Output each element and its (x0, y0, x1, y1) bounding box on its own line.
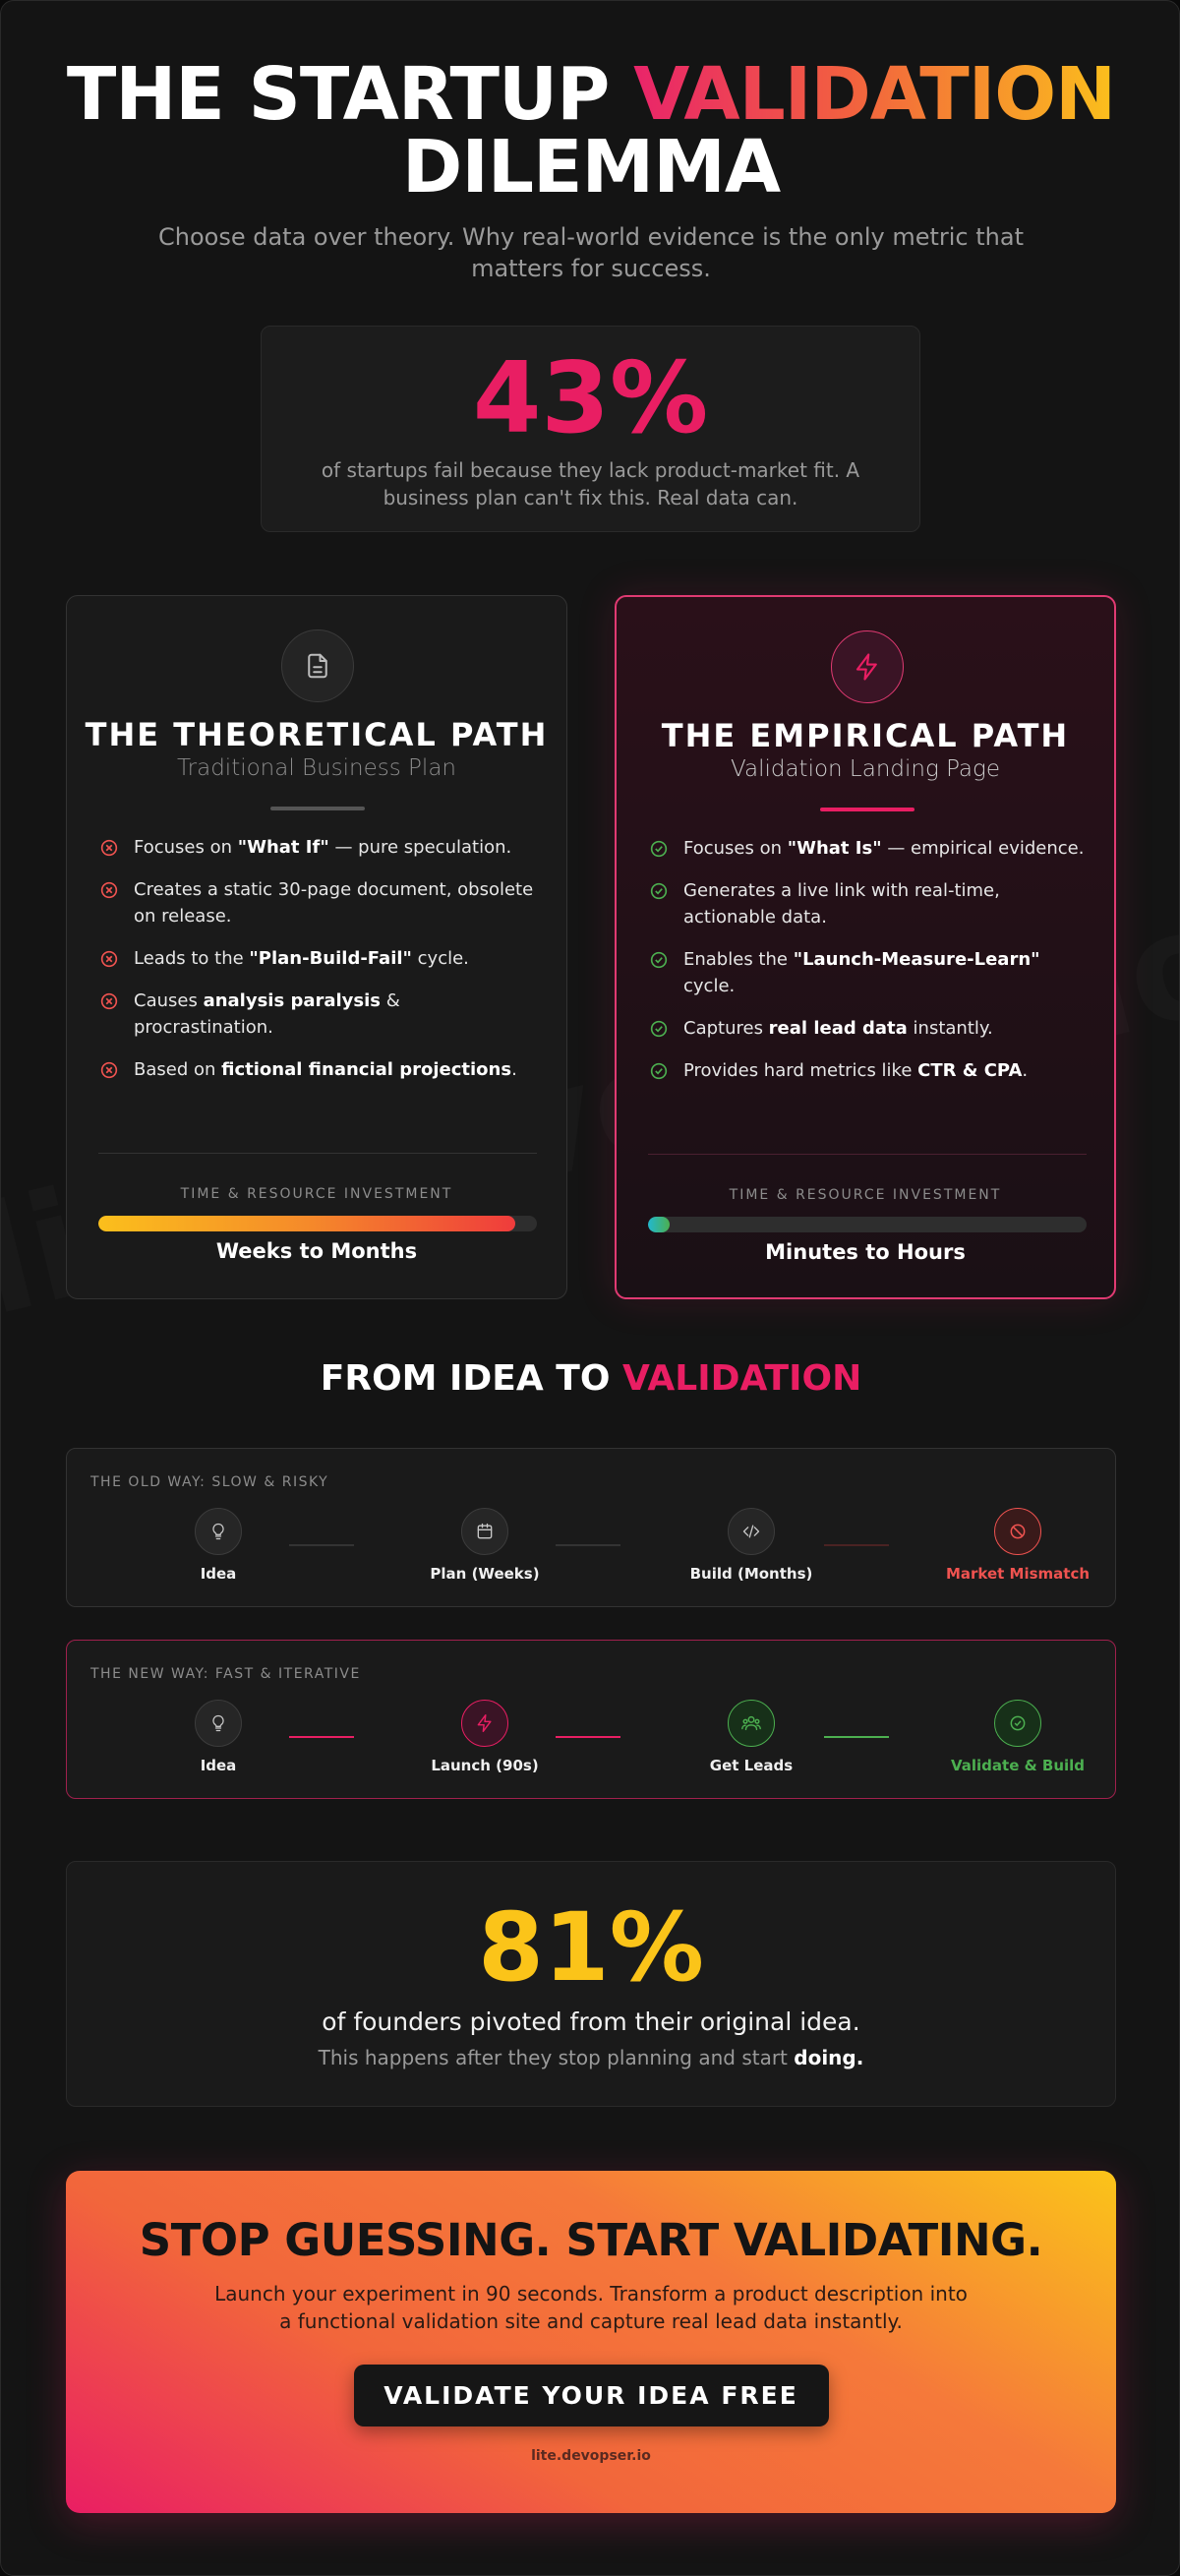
flow-label: THE NEW WAY: FAST & ITERATIVE (90, 1666, 361, 1682)
x-circle-icon (98, 990, 120, 1012)
step-label: Idea (200, 1565, 237, 1583)
empirical-title: THE EMPIRICAL PATH (661, 717, 1070, 754)
step-label: Market Mismatch (945, 1565, 1091, 1583)
validate-idea-button[interactable]: VALIDATE YOUR IDEA FREE (354, 2365, 829, 2426)
check-circle-icon (648, 949, 670, 971)
section-title: FROM IDEA TO VALIDATION (320, 1358, 862, 1399)
cta-text: Launch your experiment in 90 seconds. Transform a product description into a functional validation site and capture real lead data instantly. (214, 2282, 968, 2333)
theoretical-points (98, 834, 537, 1099)
lightbulb-icon (195, 1700, 242, 1747)
site-link[interactable]: lite.devopser.io (531, 2448, 651, 2464)
check-circle-icon (994, 1700, 1041, 1747)
document-icon (281, 629, 354, 702)
investment-bar (648, 1217, 1087, 1232)
pivot-stat-value: 81% (478, 1892, 704, 2003)
check-circle-icon (648, 880, 670, 902)
code-icon (728, 1508, 775, 1555)
cta-title: STOP GUESSING. START VALIDATING. (139, 2214, 1043, 2266)
empirical-subtitle: Validation Landing Page (731, 756, 1000, 782)
flow-connector (556, 1544, 620, 1546)
cta-banner (66, 2171, 1116, 2513)
check-circle-icon (648, 838, 670, 860)
title-part1: THE STARTUP (66, 52, 634, 137)
point-text: Focuses on "What If" — pure speculation. (134, 837, 512, 858)
divider (648, 1154, 1087, 1155)
title-part2: DILEMMA (401, 125, 781, 210)
investment-bar-fill (98, 1216, 515, 1231)
investment-bar (98, 1216, 537, 1231)
ban-icon (994, 1508, 1041, 1555)
step-label: Launch (90s) (431, 1757, 539, 1774)
failure-stat-box (261, 326, 920, 532)
point-text: Generates a live link with real-time, actionable data. (683, 880, 1000, 928)
point-text: Causes analysis paralysis & procrastination. (134, 990, 400, 1038)
list-item (648, 946, 1087, 999)
lightbulb-icon (195, 1508, 242, 1555)
flow-step-validate-build (910, 1700, 1126, 1774)
theoretical-subtitle: Traditional Business Plan (176, 755, 456, 781)
list-item (98, 876, 537, 929)
list-item (648, 835, 1087, 862)
flow-label: THE OLD WAY: SLOW & RISKY (90, 1474, 329, 1490)
x-circle-icon (98, 879, 120, 901)
point-text: Provides hard metrics like CTR & CPA. (683, 1060, 1029, 1081)
calendar-icon (461, 1508, 508, 1555)
lightning-icon (831, 630, 904, 703)
divider (98, 1153, 537, 1154)
list-item (648, 877, 1087, 930)
check-circle-icon (648, 1018, 670, 1040)
page-title (1, 52, 1180, 210)
theoretical-title: THE THEORETICAL PATH (85, 716, 549, 753)
point-text: Leads to the "Plan-Build-Fail" cycle. (134, 948, 469, 969)
theoretical-path-card (66, 595, 567, 1299)
step-label: Idea (200, 1757, 237, 1774)
step-label: Get Leads (709, 1757, 794, 1774)
x-circle-icon (98, 837, 120, 859)
check-circle-icon (648, 1060, 670, 1082)
failure-stat-value: 43% (472, 340, 709, 455)
users-icon (728, 1700, 775, 1747)
point-text: Creates a static 30-page document, obsolete on release. (134, 879, 534, 927)
point-text: Focuses on "What Is" — empirical evidence. (683, 838, 1085, 859)
failure-stat-text: of startups fail because they lack product-market fit. A business plan can't fix this. Real data can. (321, 458, 860, 509)
list-item (98, 945, 537, 972)
x-circle-icon (98, 948, 120, 970)
step-label: Build (Months) (689, 1565, 813, 1583)
investment-label: TIME & RESOURCE INVESTMENT (180, 1186, 453, 1202)
flow-connector (289, 1544, 354, 1546)
pivot-stat-text: of founders pivoted from their original idea. (322, 2007, 860, 2036)
divider (820, 808, 914, 811)
point-text: Captures real lead data instantly. (683, 1018, 993, 1039)
pivot-stat-subtext: This happens after they stop planning and start doing. (318, 2046, 864, 2069)
investment-value: Weeks to Months (215, 1239, 418, 1263)
empirical-path-card (615, 595, 1116, 1299)
flow-connector (556, 1736, 620, 1738)
new-way-flow (66, 1640, 1116, 1799)
step-label: Plan (Weeks) (430, 1565, 540, 1583)
list-item (648, 1057, 1087, 1084)
list-item (98, 834, 537, 861)
flow-connector (289, 1736, 354, 1738)
page-subtitle: Choose data over theory. Why real-world evidence is the only metric that matters for success. (158, 223, 1024, 282)
old-way-flow (66, 1448, 1116, 1607)
pivot-stat-box (66, 1861, 1116, 2107)
investment-bar-fill (648, 1217, 670, 1232)
flow-connector (824, 1544, 889, 1546)
list-item (98, 1056, 537, 1083)
flow-step-market-mismatch (910, 1508, 1126, 1583)
step-label: Validate & Build (950, 1757, 1086, 1774)
flow-connector (824, 1736, 889, 1738)
point-text: Based on fictional financial projections. (134, 1059, 517, 1080)
divider (270, 807, 365, 810)
investment-value: Minutes to Hours (765, 1240, 966, 1264)
investment-label: TIME & RESOURCE INVESTMENT (729, 1187, 1002, 1203)
point-text: Enables the "Launch-Measure-Learn" cycle. (683, 949, 1040, 996)
x-circle-icon (98, 1059, 120, 1081)
lightning-icon (461, 1700, 508, 1747)
title-highlight: VALIDATION (633, 52, 1116, 137)
empirical-points (648, 835, 1087, 1100)
list-item (648, 1015, 1087, 1042)
list-item (98, 988, 537, 1041)
